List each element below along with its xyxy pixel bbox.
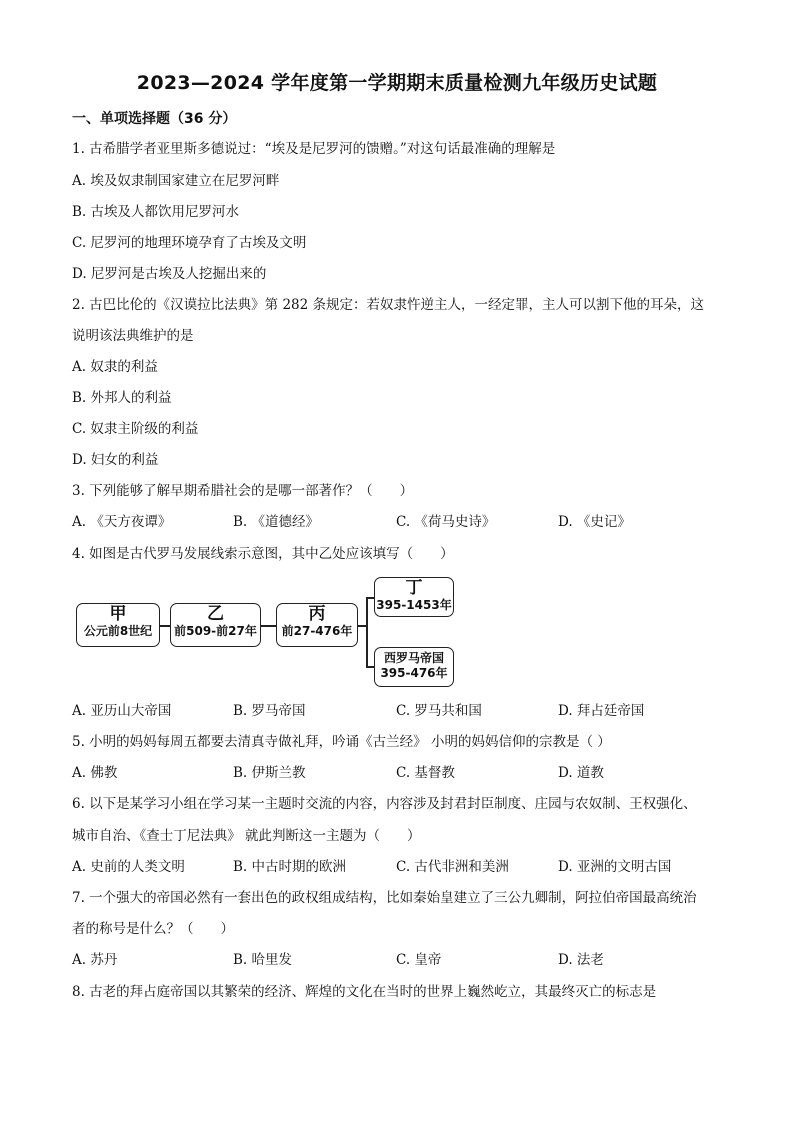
question-6-stem-line-1: 6. 以下是某学习小组在学习某一主题时交流的内容，内容涉及封君封臣制度、庄园与农奴制、王权强化、 [72,796,697,812]
box-west-period: 395-476年 [380,666,448,680]
question-6-option-b: B. 中古时期的欧洲 [233,859,347,875]
question-1-option-a: A. 埃及奴隶制国家建立在尼罗河畔 [72,173,280,189]
question-7-option-a: A. 苏丹 [72,952,118,968]
connector-line [358,625,366,627]
box-west-name: 西罗马帝国 [383,651,444,665]
question-1-option-b: B. 古埃及人都饮用尼罗河水 [72,204,240,220]
box-jia-name: 甲 [109,604,127,624]
box-ding-name: 丁 [405,578,423,598]
question-4-option-a: A. 亚历山大帝国 [72,703,172,719]
question-2-option-d: D. 妇女的利益 [72,452,159,468]
question-4-option-b: B. 罗马帝国 [233,703,306,719]
question-5-option-a: A. 佛教 [72,765,118,781]
question-2-option-c: C. 奴隶主阶级的利益 [72,421,199,437]
box-jia [76,603,160,647]
question-6-option-c: C. 古代非洲和美洲 [396,859,509,875]
connector-line [261,625,276,627]
box-west-roman-empire [374,647,454,687]
question-3-option-d: D. 《史记》 [558,514,631,530]
question-1-stem: 1. 古希腊学者亚里斯多德说过：“埃及是尼罗河的馈赠。”对这句话最准确的理解是 [72,141,556,157]
question-3-option-a: A. 《天方夜谭》 [72,514,172,530]
question-2-option-a: A. 奴隶的利益 [72,359,158,375]
question-6-option-a: A. 史前的人类文明 [72,859,185,875]
question-8-stem: 8. 古老的拜占庭帝国以其繁荣的经济、辉煌的文化在当时的世界上巍然屹立，其最终灭亡的标志是 [72,984,657,1000]
question-2-stem-line-2: 说明该法典维护的是 [72,328,194,344]
question-7-option-b: B. 哈里发 [233,952,293,968]
box-yi-name: 乙 [207,604,224,624]
box-yi-period: 前509-前27年 [174,624,257,638]
box-yi [170,603,261,647]
box-bing-name: 丙 [308,604,326,624]
question-7-stem-line-1: 7. 一个强大的帝国必然有一套出色的政权组成结构，比如秦始皇建立了三公九卿制，阿拉伯帝国最高统治 [72,890,697,906]
connector-line [366,597,374,599]
question-5-stem: 5. 小明的妈妈每周五都要去清真寺做礼拜，吟诵《古兰经》 小明的妈妈信仰的宗教是（ ） [72,734,611,750]
question-6-option-d: D. 亚洲的文明古国 [558,859,672,875]
connector-line [366,666,374,668]
question-5-option-d: D. 道教 [558,765,604,781]
connector-line [160,625,170,627]
question-2-stem-line-1: 2. 古巴比伦的《汉谟拉比法典》第 282 条规定：若奴隶忤逆主人，一经定罪，主人可以割下他的耳朵，这 [72,297,705,313]
question-1-option-c: C. 尼罗河的地理环境孕育了古埃及文明 [72,235,307,251]
box-bing-period: 前27-476年 [281,624,353,638]
question-3-option-b: B. 《道德经》 [233,514,320,530]
box-bing [276,603,358,647]
question-4-option-c: C. 罗马共和国 [396,703,482,719]
exam-title: 2023—2024 学年度第一学期期末质量检测九年级历史试题 [136,72,658,94]
question-5-option-c: C. 基督教 [396,765,455,781]
branch-line [366,597,368,667]
question-7-stem-line-2: 者的称号是什么？（ ） [72,921,234,937]
question-5-option-b: B. 伊斯兰教 [233,765,306,781]
rome-timeline-diagram [72,577,462,687]
question-7-option-c: C. 皇帝 [396,952,442,968]
box-ding [374,577,454,617]
question-6-stem-line-2: 城市自治、《查士丁尼法典》 就此判断这一主题为（ ） [72,828,421,844]
question-2-option-b: B. 外邦人的利益 [72,390,172,406]
question-1-option-d: D. 尼罗河是古埃及人挖掘出来的 [72,266,267,282]
section-heading: 一、单项选择题（36 分） [72,111,237,127]
question-4-stem: 4. 如图是古代罗马发展线索示意图，其中乙处应该填写（ ） [72,546,454,562]
box-ding-period: 395-1453年 [376,598,452,612]
question-3-option-c: C. 《荷马史诗》 [396,514,496,530]
question-7-option-d: D. 法老 [558,952,604,968]
box-jia-period: 公元前8世纪 [83,624,153,638]
question-4-option-d: D. 拜占廷帝国 [558,703,645,719]
question-3-stem: 3. 下列能够了解早期希腊社会的是哪一部著作？（ ） [72,483,414,499]
